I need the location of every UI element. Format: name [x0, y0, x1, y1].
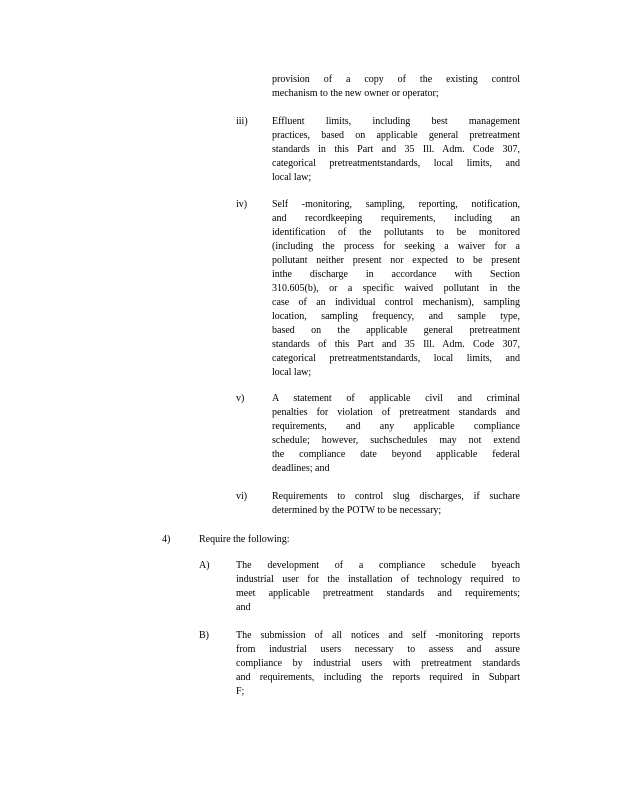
text-line: Self -monitoring, sampling, reporting, notification, [272, 199, 520, 210]
text-line: schedule; however, suchschedules may not extend [272, 435, 520, 446]
text-line: and recordkeeping requirements, including an [272, 213, 520, 224]
text-line: F; [236, 686, 245, 697]
text-line: case of an individual control mechanism), sampling [272, 297, 520, 308]
paragraph-text [272, 198, 520, 380]
text-line: Requirements to control slug discharges, if suchare [272, 491, 520, 502]
text-line: practices, based on applicable general pretreatment [272, 130, 520, 141]
text-line: determined by the POTW to be necessary; [272, 505, 442, 516]
item-marker: iv) [236, 199, 248, 210]
text-line: and requirements, including the reports required in Subpart [236, 672, 520, 683]
text-line: local law; [272, 367, 312, 378]
text-line: deadlines; and [272, 463, 330, 474]
text-line: standards of this Part and 35 Ill. Adm. Code 307, [272, 339, 520, 350]
text-line: inthe discharge in accordance with Section [272, 269, 520, 280]
text-line: the compliance date beyond applicable federal [272, 449, 520, 460]
item-marker: vi) [236, 491, 248, 502]
text-line: 310.605(b), or a specific waived pollutant in the [272, 283, 520, 294]
text-line: and [236, 602, 251, 613]
text-line: industrial user for the installation of technology required to [236, 574, 520, 585]
text-line: The submission of all notices and self -monitoring reports [236, 630, 520, 641]
text-line: meet applicable pretreatment standards and requirements; [236, 588, 520, 599]
text-line: (including the process for seeking a waiver for a [272, 241, 520, 252]
text-line: categorical pretreatmentstandards, local limits, and [272, 158, 520, 169]
text-line: provision of a copy of the existing control [272, 74, 520, 85]
item-marker: A) [199, 560, 210, 571]
text-line: categorical pretreatmentstandards, local limits, and [272, 353, 520, 364]
text-line: based on the applicable general pretreatment [272, 325, 520, 336]
item-marker: B) [199, 630, 209, 641]
text-line: pollutant neither present nor expected to be present [272, 255, 520, 266]
text-line: Require the following: [199, 534, 290, 545]
paragraph-text [236, 559, 520, 615]
paragraph-text [272, 73, 520, 101]
paragraph-text [272, 115, 520, 185]
paragraph-text [236, 629, 520, 699]
paragraph-text [272, 392, 520, 476]
item-marker: iii) [236, 116, 248, 127]
text-line: compliance by industrial users with pretreatment standards [236, 658, 520, 669]
paragraph-text [199, 533, 519, 547]
text-line: The development of a compliance schedule byeach [236, 560, 520, 571]
text-line: penalties for violation of pretreatment standards and [272, 407, 520, 418]
text-line: mechanism to the new owner or operator; [272, 88, 439, 99]
text-line: location, sampling frequency, and sample type, [272, 311, 520, 322]
item-marker: 4) [162, 534, 171, 545]
text-line: A statement of applicable civil and criminal [272, 393, 520, 404]
item-marker: v) [236, 393, 245, 404]
text-line: identification of the pollutants to be monitored [272, 227, 520, 238]
text-line: from industrial users necessary to assess and assure [236, 644, 520, 655]
text-line: requirements, and any applicable compliance [272, 421, 520, 432]
text-line: standards in this Part and 35 Ill. Adm. Code 307, [272, 144, 520, 155]
paragraph-text [272, 490, 520, 518]
text-line: Effluent limits, including best management [272, 116, 520, 127]
text-line: local law; [272, 172, 312, 183]
